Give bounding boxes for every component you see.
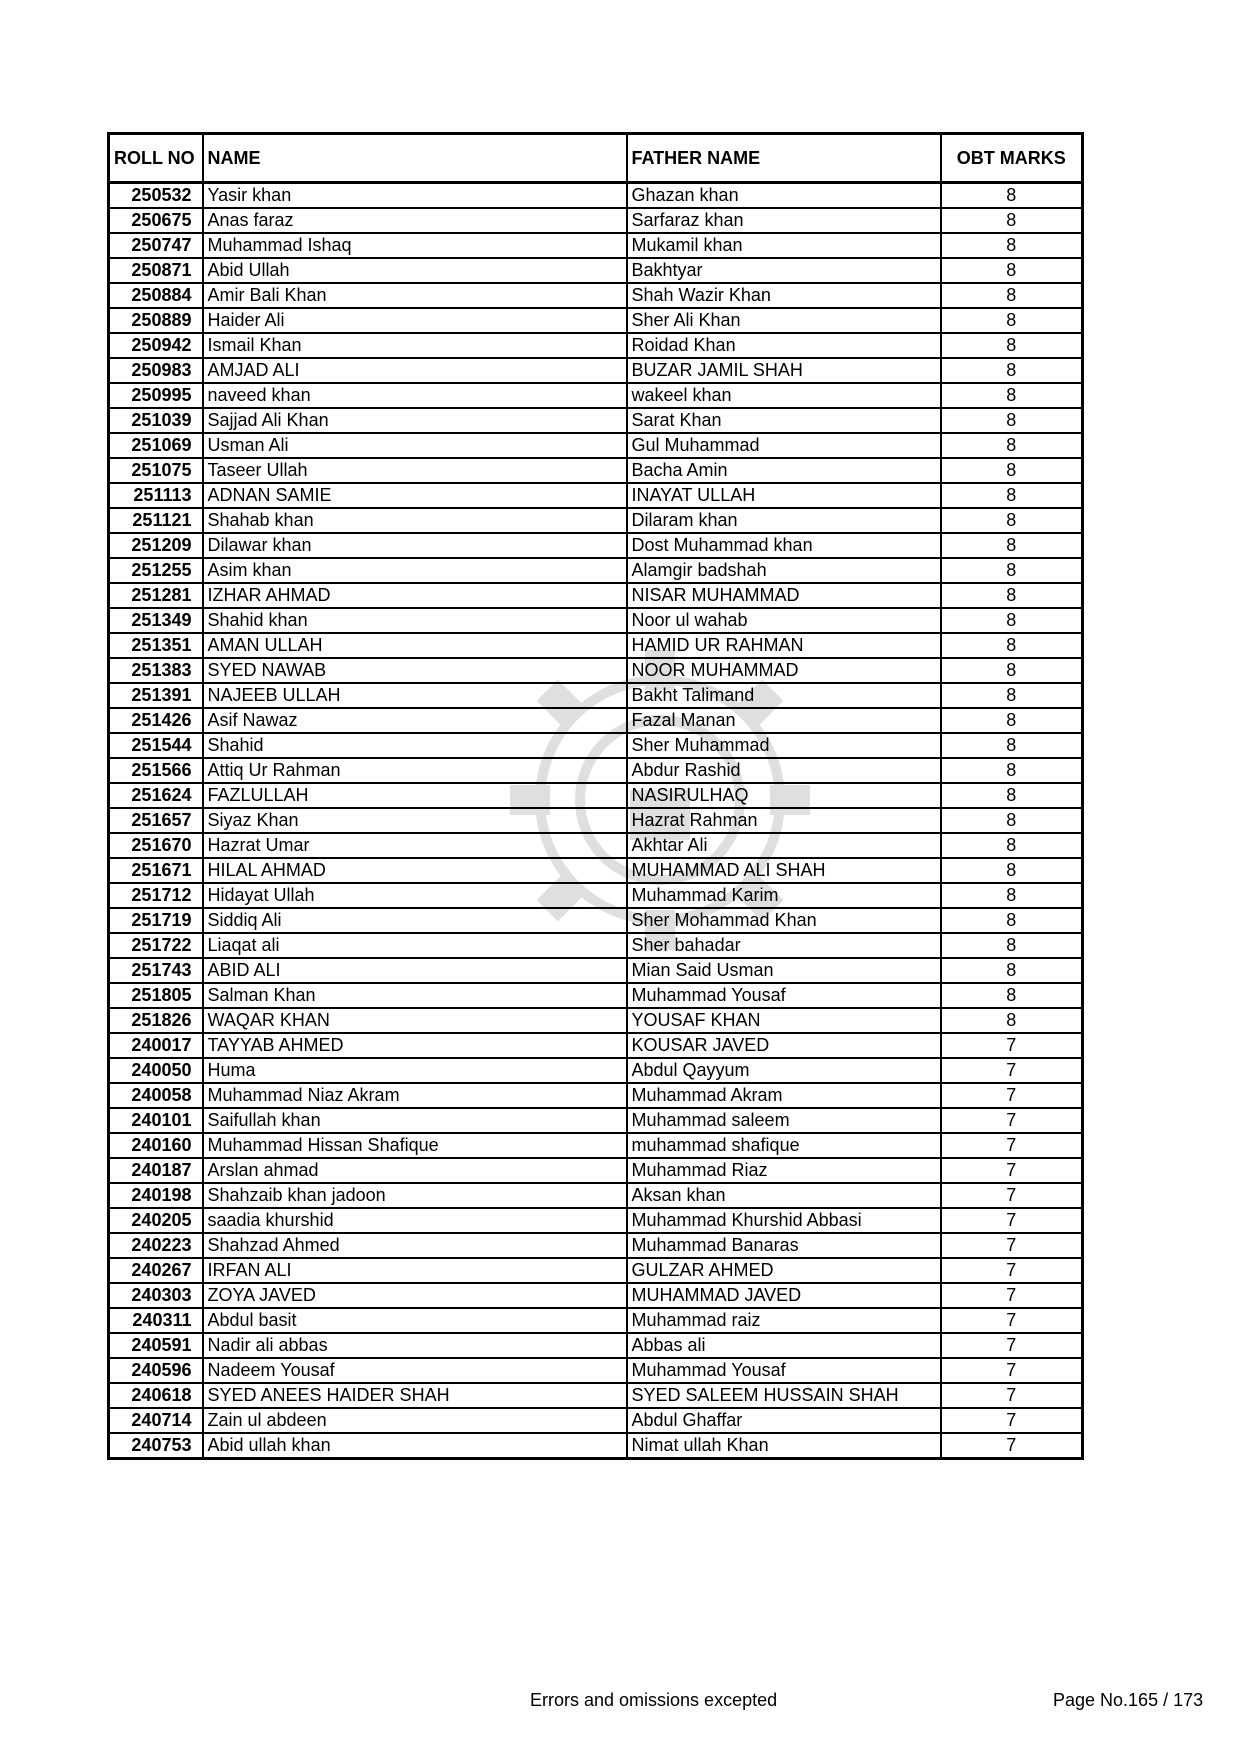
cell-father-name: Sher bahadar [627,933,941,958]
table-row [109,1408,1083,1433]
table-row [109,508,1083,533]
cell-roll-no: 251391 [109,683,203,708]
table-row [109,708,1083,733]
cell-roll-no: 251351 [109,633,203,658]
table-row [109,1083,1083,1108]
cell-father-name: Abbas ali [627,1333,941,1358]
table-row [109,633,1083,658]
cell-roll-no: 251039 [109,408,203,433]
cell-father-name: Mukamil khan [627,233,941,258]
cell-father-name: HAMID UR RAHMAN [627,633,941,658]
cell-roll-no: 240050 [109,1058,203,1083]
cell-father-name: Bacha Amin [627,458,941,483]
cell-roll-no: 251544 [109,733,203,758]
cell-obt-marks: 8 [941,808,1083,833]
table-row [109,483,1083,508]
table-row [109,608,1083,633]
cell-name: AMAN ULLAH [203,633,627,658]
cell-obt-marks: 8 [941,908,1083,933]
cell-father-name: NISAR MUHAMMAD [627,583,941,608]
cell-roll-no: 251075 [109,458,203,483]
cell-name: Attiq Ur Rahman [203,758,627,783]
cell-obt-marks: 8 [941,408,1083,433]
table-row [109,1108,1083,1133]
table-row [109,658,1083,683]
cell-name: AMJAD ALI [203,358,627,383]
table-row [109,208,1083,233]
cell-obt-marks: 8 [941,558,1083,583]
table-row [109,1158,1083,1183]
cell-roll-no: 240714 [109,1408,203,1433]
cell-name: IZHAR AHMAD [203,583,627,608]
cell-obt-marks: 8 [941,333,1083,358]
cell-name: Amir Bali Khan [203,283,627,308]
cell-roll-no: 251826 [109,1008,203,1033]
cell-roll-no: 240160 [109,1133,203,1158]
cell-father-name: Muhammad Banaras [627,1233,941,1258]
table-row [109,1133,1083,1158]
cell-obt-marks: 7 [941,1233,1083,1258]
cell-obt-marks: 8 [941,633,1083,658]
cell-roll-no: 251670 [109,833,203,858]
cell-obt-marks: 8 [941,983,1083,1008]
cell-father-name: SYED SALEEM HUSSAIN SHAH [627,1383,941,1408]
cell-obt-marks: 7 [941,1033,1083,1058]
cell-father-name: Akhtar Ali [627,833,941,858]
cell-name: Abid ullah khan [203,1433,627,1459]
cell-roll-no: 250983 [109,358,203,383]
cell-obt-marks: 7 [941,1283,1083,1308]
cell-obt-marks: 8 [941,533,1083,558]
cell-name: Haider Ali [203,308,627,333]
cell-name: Anas faraz [203,208,627,233]
cell-name: Shahab khan [203,508,627,533]
cell-father-name: Abdul Qayyum [627,1058,941,1083]
table-body [109,183,1083,1459]
cell-roll-no: 251671 [109,858,203,883]
cell-father-name: Dilaram khan [627,508,941,533]
cell-obt-marks: 7 [941,1058,1083,1083]
cell-roll-no: 250889 [109,308,203,333]
cell-obt-marks: 8 [941,708,1083,733]
cell-father-name: muhammad shafique [627,1133,941,1158]
cell-roll-no: 240303 [109,1283,203,1308]
cell-obt-marks: 7 [941,1383,1083,1408]
cell-father-name: Abdur Rashid [627,758,941,783]
table-row [109,558,1083,583]
cell-father-name: Mian Said Usman [627,958,941,983]
cell-obt-marks: 8 [941,508,1083,533]
cell-obt-marks: 8 [941,258,1083,283]
cell-obt-marks: 7 [941,1258,1083,1283]
cell-father-name: MUHAMMAD JAVED [627,1283,941,1308]
table-row [109,533,1083,558]
table-row [109,908,1083,933]
cell-roll-no: 251255 [109,558,203,583]
cell-name: Ismail Khan [203,333,627,358]
cell-name: Shahzad Ahmed [203,1233,627,1258]
cell-name: Arslan ahmad [203,1158,627,1183]
table-row [109,308,1083,333]
cell-name: WAQAR KHAN [203,1008,627,1033]
cell-name: ADNAN SAMIE [203,483,627,508]
cell-roll-no: 251209 [109,533,203,558]
cell-father-name: Muhammad Akram [627,1083,941,1108]
cell-roll-no: 251121 [109,508,203,533]
cell-roll-no: 251657 [109,808,203,833]
cell-obt-marks: 7 [941,1308,1083,1333]
cell-roll-no: 251805 [109,983,203,1008]
cell-obt-marks: 8 [941,783,1083,808]
cell-name: Siyaz Khan [203,808,627,833]
table-row [109,958,1083,983]
cell-name: Shahzaib khan jadoon [203,1183,627,1208]
cell-obt-marks: 8 [941,758,1083,783]
cell-obt-marks: 8 [941,608,1083,633]
cell-name: saadia khurshid [203,1208,627,1233]
cell-obt-marks: 7 [941,1083,1083,1108]
table-row [109,258,1083,283]
table-row [109,833,1083,858]
cell-father-name: Noor ul wahab [627,608,941,633]
table-row [109,1058,1083,1083]
table-row [109,1208,1083,1233]
cell-name: TAYYAB AHMED [203,1033,627,1058]
cell-name: Usman Ali [203,433,627,458]
table-row [109,858,1083,883]
header-roll-no: ROLL NO [109,134,203,183]
cell-obt-marks: 8 [941,358,1083,383]
table-row [109,733,1083,758]
cell-roll-no: 250747 [109,233,203,258]
cell-obt-marks: 8 [941,933,1083,958]
cell-father-name: Bakhtyar [627,258,941,283]
table-row [109,1283,1083,1308]
cell-father-name: GULZAR AHMED [627,1258,941,1283]
cell-obt-marks: 8 [941,308,1083,333]
cell-father-name: Sarat Khan [627,408,941,433]
cell-roll-no: 240017 [109,1033,203,1058]
page-number: Page No.165 / 173 [1053,1690,1204,1710]
cell-obt-marks: 7 [941,1108,1083,1133]
cell-name: Shahid khan [203,608,627,633]
cell-father-name: NOOR MUHAMMAD [627,658,941,683]
cell-name: Nadeem Yousaf [203,1358,627,1383]
cell-roll-no: 240205 [109,1208,203,1233]
cell-roll-no: 251712 [109,883,203,908]
cell-father-name: MUHAMMAD ALI SHAH [627,858,941,883]
table-row [109,183,1083,209]
cell-father-name: Muhammad Riaz [627,1158,941,1183]
table-row [109,1258,1083,1283]
table-row [109,583,1083,608]
cell-father-name: Fazal Manan [627,708,941,733]
table-row [109,1383,1083,1408]
cell-obt-marks: 8 [941,233,1083,258]
cell-father-name: Muhammad Yousaf [627,1358,941,1383]
cell-name: Muhammad Hissan Shafique [203,1133,627,1158]
cell-father-name: Sher Muhammad [627,733,941,758]
cell-name: IRFAN ALI [203,1258,627,1283]
cell-obt-marks: 7 [941,1433,1083,1459]
table-row [109,433,1083,458]
header-father-name: FATHER NAME [627,134,941,183]
table-row [109,933,1083,958]
cell-roll-no: 251426 [109,708,203,733]
cell-roll-no: 251281 [109,583,203,608]
table-row [109,808,1083,833]
cell-roll-no: 240267 [109,1258,203,1283]
cell-name: ABID ALI [203,958,627,983]
cell-name: Abdul basit [203,1308,627,1333]
cell-roll-no: 250942 [109,333,203,358]
cell-father-name: YOUSAF KHAN [627,1008,941,1033]
cell-name: Taseer Ullah [203,458,627,483]
cell-obt-marks: 7 [941,1208,1083,1233]
cell-father-name: Muhammad Khurshid Abbasi [627,1208,941,1233]
footer-note: Errors and omissions excepted [530,1690,778,1710]
cell-name: Abid Ullah [203,258,627,283]
cell-obt-marks: 7 [941,1333,1083,1358]
cell-name: Dilawar khan [203,533,627,558]
table-row [109,783,1083,808]
header-obt-marks: OBT MARKS [941,134,1083,183]
cell-name: Nadir ali abbas [203,1333,627,1358]
table-row [109,233,1083,258]
cell-roll-no: 251624 [109,783,203,808]
cell-roll-no: 240187 [109,1158,203,1183]
cell-father-name: Muhammad saleem [627,1108,941,1133]
cell-obt-marks: 8 [941,458,1083,483]
table-row [109,883,1083,908]
cell-name: Asif Nawaz [203,708,627,733]
table-row [109,333,1083,358]
cell-name: NAJEEB ULLAH [203,683,627,708]
cell-roll-no: 240618 [109,1383,203,1408]
cell-name: Yasir khan [203,183,627,209]
cell-father-name: Sher Mohammad Khan [627,908,941,933]
cell-name: Hidayat Ullah [203,883,627,908]
cell-father-name: Dost Muhammad khan [627,533,941,558]
cell-obt-marks: 8 [941,883,1083,908]
cell-name: ZOYA JAVED [203,1283,627,1308]
cell-obt-marks: 7 [941,1408,1083,1433]
cell-obt-marks: 7 [941,1183,1083,1208]
cell-name: Muhammad Ishaq [203,233,627,258]
cell-name: Siddiq Ali [203,908,627,933]
cell-obt-marks: 8 [941,283,1083,308]
table-row [109,383,1083,408]
cell-father-name: Gul Muhammad [627,433,941,458]
table-row [109,358,1083,383]
table-row [109,283,1083,308]
cell-roll-no: 240223 [109,1233,203,1258]
cell-father-name: Bakht Talimand [627,683,941,708]
table-row [109,1008,1083,1033]
table-header-row [109,134,1083,183]
cell-name: Shahid [203,733,627,758]
table-row [109,983,1083,1008]
cell-father-name: INAYAT ULLAH [627,483,941,508]
cell-roll-no: 240596 [109,1358,203,1383]
cell-obt-marks: 8 [941,833,1083,858]
table-row [109,1433,1083,1459]
cell-father-name: Hazrat Rahman [627,808,941,833]
cell-father-name: Muhammad Karim [627,883,941,908]
cell-father-name: wakeel khan [627,383,941,408]
table-row [109,1333,1083,1358]
cell-roll-no: 251566 [109,758,203,783]
cell-father-name: Muhammad raiz [627,1308,941,1333]
cell-father-name: Sarfaraz khan [627,208,941,233]
cell-name: Liaqat ali [203,933,627,958]
cell-obt-marks: 8 [941,958,1083,983]
cell-father-name: Sher Ali Khan [627,308,941,333]
cell-father-name: Shah Wazir Khan [627,283,941,308]
table-row [109,1233,1083,1258]
header-name: NAME [203,134,627,183]
cell-roll-no: 250532 [109,183,203,209]
cell-obt-marks: 8 [941,433,1083,458]
cell-roll-no: 251383 [109,658,203,683]
cell-father-name: Ghazan khan [627,183,941,209]
cell-name: Salman Khan [203,983,627,1008]
table-row [109,1033,1083,1058]
cell-name: HILAL AHMAD [203,858,627,883]
cell-roll-no: 240311 [109,1308,203,1333]
cell-father-name: Roidad Khan [627,333,941,358]
cell-obt-marks: 7 [941,1158,1083,1183]
cell-name: Saifullah khan [203,1108,627,1133]
results-table [107,132,1084,1460]
cell-roll-no: 250884 [109,283,203,308]
cell-name: Sajjad Ali Khan [203,408,627,433]
cell-roll-no: 240591 [109,1333,203,1358]
cell-father-name: BUZAR JAMIL SHAH [627,358,941,383]
cell-name: Huma [203,1058,627,1083]
cell-obt-marks: 8 [941,1008,1083,1033]
cell-roll-no: 250675 [109,208,203,233]
cell-father-name: NASIRULHAQ [627,783,941,808]
cell-father-name: Abdul Ghaffar [627,1408,941,1433]
cell-obt-marks: 8 [941,583,1083,608]
cell-father-name: Aksan khan [627,1183,941,1208]
cell-name: naveed khan [203,383,627,408]
table-row [109,683,1083,708]
cell-name: FAZLULLAH [203,783,627,808]
cell-name: Asim khan [203,558,627,583]
table-row [109,408,1083,433]
cell-roll-no: 251069 [109,433,203,458]
cell-roll-no: 250871 [109,258,203,283]
cell-name: Hazrat Umar [203,833,627,858]
cell-roll-no: 251113 [109,483,203,508]
cell-roll-no: 250995 [109,383,203,408]
cell-father-name: KOUSAR JAVED [627,1033,941,1058]
cell-roll-no: 251722 [109,933,203,958]
cell-roll-no: 251719 [109,908,203,933]
cell-father-name: Muhammad Yousaf [627,983,941,1008]
cell-roll-no: 240198 [109,1183,203,1208]
cell-obt-marks: 8 [941,658,1083,683]
cell-father-name: Nimat ullah Khan [627,1433,941,1459]
table-row [109,1308,1083,1333]
cell-obt-marks: 8 [941,733,1083,758]
cell-roll-no: 240058 [109,1083,203,1108]
cell-roll-no: 251349 [109,608,203,633]
cell-name: Zain ul abdeen [203,1408,627,1433]
cell-father-name: Alamgir badshah [627,558,941,583]
cell-name: Muhammad Niaz Akram [203,1083,627,1108]
cell-obt-marks: 7 [941,1358,1083,1383]
table-row [109,758,1083,783]
cell-roll-no: 251743 [109,958,203,983]
cell-obt-marks: 8 [941,483,1083,508]
cell-obt-marks: 8 [941,383,1083,408]
cell-name: SYED NAWAB [203,658,627,683]
cell-obt-marks: 8 [941,208,1083,233]
table-row [109,1358,1083,1383]
cell-obt-marks: 8 [941,683,1083,708]
cell-obt-marks: 8 [941,183,1083,209]
cell-obt-marks: 7 [941,1133,1083,1158]
cell-name: SYED ANEES HAIDER SHAH [203,1383,627,1408]
table-row [109,458,1083,483]
cell-obt-marks: 8 [941,858,1083,883]
cell-roll-no: 240101 [109,1108,203,1133]
cell-roll-no: 240753 [109,1433,203,1459]
table-row [109,1183,1083,1208]
